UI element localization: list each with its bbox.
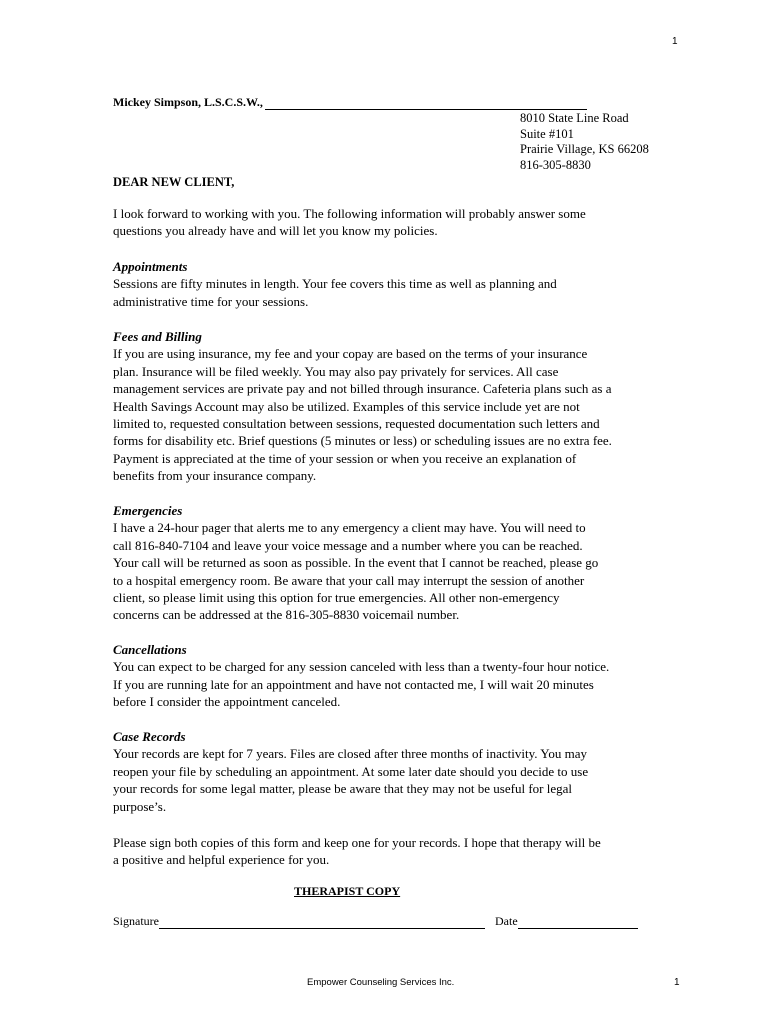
text-line: You can expect to be charged for any session canceled with less than a twenty-four hour notice. [113,659,610,675]
section-heading: Cancellations [113,642,187,657]
text-line: call 816-840-7104 and leave your voice message and a number where you can be reached. [113,537,583,553]
address-phone: 816-305-8830 [520,157,591,172]
text-line: Health Savings Account may also be utilized. Examples of this service include yet are not [113,398,580,414]
signature-label: Signature [113,914,159,928]
footer-company: Empower Counseling Services Inc. [307,977,455,988]
text-line: plan. Insurance will be filed weekly. You may also pay privately for services. All case [113,363,559,379]
copy-label: THERAPIST COPY [294,884,401,898]
date-label: Date [495,914,518,928]
text-line: your records for some legal matter, please be aware that they may not be useful for legal [113,781,572,797]
therapist-name-line [113,95,587,110]
text-line: If you are running late for an appointment and have not contacted me, I will wait 20 minutes [113,676,594,692]
text-line: If you are using insurance, my fee and your copay are based on the terms of your insurance [113,346,588,362]
text-line: questions you already have and will let you know my policies. [113,223,438,239]
text-line: I have a 24-hour pager that alerts me to any emergency a client may have. You will need to [113,520,586,536]
section-heading: Appointments [113,259,188,274]
text-line: purpose’s. [113,798,167,814]
text-line: reopen your file by scheduling an appointment. At some later date should you decide to use [113,763,589,779]
closing-paragraph [113,834,663,869]
text-line: before I consider the appointment canceled. [113,694,341,710]
text-line: benefits from your insurance company. [113,468,317,484]
text-line: Please sign both copies of this form and keep one for your records. I hope that therapy will be [113,835,601,850]
text-line: Your call will be returned as soon as possible. In the event that I cannot be reached, please go [113,555,599,571]
page-number-top: 1 [672,36,678,47]
section-appointments [113,258,663,310]
text-line: management services are private pay and not billed through insurance. Cafeteria plans such as a [113,381,612,397]
therapist-name-rule [265,97,587,110]
page-number-bottom: 1 [674,977,680,988]
office-address [520,111,649,173]
text-line: Your records are kept for 7 years. Files are closed after three months of inactivity. You may [113,746,588,762]
section-emergencies [113,502,663,624]
signature-row [113,914,638,929]
text-line: to a hospital emergency room. Be aware that your call may interrupt the session of another [113,572,585,588]
text-line: client, so please limit using this option for true emergencies. All other non-emergency [113,590,560,606]
text-line: forms for disability etc. Brief questions (5 minutes or less) or scheduling issues are no extra fee. [113,433,612,449]
text-line: Payment is appreciated at the time of your session or when you receive an explanation of [113,450,577,466]
therapist-name: Mickey Simpson, L.S.C.S.W., [113,95,263,109]
text-line: I look forward to working with you. The following information will probably answer some [113,206,586,221]
text-line: limited to, requested consultation between sessions, requested documentation such letters and [113,416,600,432]
section-heading: Fees and Billing [113,329,202,344]
address-line: 8010 State Line Road [520,111,629,125]
section-cancellations [113,641,663,711]
section-heading: Emergencies [113,503,183,518]
salutation: DEAR NEW CLIENT, [113,175,235,189]
section-heading: Case Records [113,729,186,744]
address-line: Suite #101 [520,126,574,141]
text-line: administrative time for your sessions. [113,293,309,309]
section-fees-billing [113,328,663,485]
text-line: concerns can be addressed at the 816-305-8830 voicemail number. [113,607,460,623]
address-line: Prairie Village, KS 66208 [520,142,649,156]
text-line: Sessions are fifty minutes in length. Your fee covers this time as well as planning and [113,276,557,292]
section-case-records [113,728,663,815]
intro-paragraph [113,205,663,240]
text-line: a positive and helpful experience for you. [113,852,330,868]
date-field[interactable] [518,916,638,929]
signature-field[interactable] [159,916,485,929]
